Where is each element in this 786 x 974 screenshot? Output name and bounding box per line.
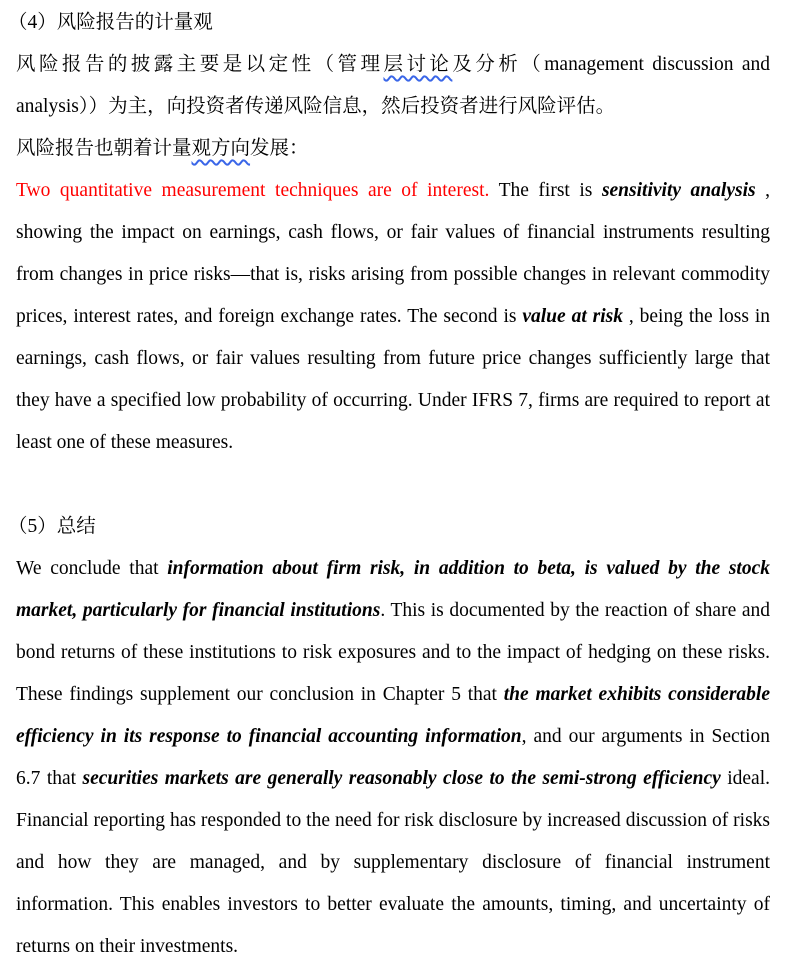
- paragraph-quantitative-techniques: [16, 170, 770, 464]
- paragraph-conclusion: [16, 548, 770, 968]
- bold-italic-emphasis: sensitivity analysis: [601, 180, 756, 201]
- bold-italic-emphasis: information about firm risk, in addition to beta, is valued by the stock market, particularly for financial institutions: [16, 558, 770, 621]
- text-run: . This is documented by the reaction of share and bond returns of these institutions to risk exposures and to the impact of hedging on these risks. These findings supplement our conclusion in Chapter 5 that: [16, 600, 770, 705]
- text-run: We conclude that: [16, 558, 168, 579]
- section-heading-4: （4）风险报告的计量观: [8, 12, 213, 33]
- bold-italic-emphasis: the market exhibits considerable efficiency in its response to financial accounting information: [16, 684, 770, 747]
- bold-italic-emphasis: securities markets are generally reasonably close to the semi-strong efficiency: [82, 768, 721, 789]
- paragraph-measurement-direction: [16, 128, 770, 170]
- text-run: , and our arguments in Section 6.7 that: [16, 726, 770, 789]
- paragraph-risk-disclosure: [16, 44, 770, 128]
- text-run: 及分析（management discussion and analysis））为主，向投资者传递风险信息，然后投资者进行风险评估。: [16, 54, 770, 117]
- text-run: ideal. Financial reporting has responded to the need for risk disclosure by increased discussion of risks and how they are managed, and by supplementary disclosure of financial instrument information. This enables investors to better evaluate the amounts, timing, and uncertainty of returns on their investments.: [16, 768, 770, 957]
- red-emphasis-text: Two quantitative measurement techniques are of interest.: [16, 180, 490, 201]
- section-heading-5: （5）总结: [8, 516, 96, 537]
- text-run: 风险报告的披露主要是以定性（管理: [16, 54, 384, 75]
- text-run: , showing the impact on earnings, cash flows, or fair values of financial instruments resulting from changes in price risks—that is, risks arising from possible changes in relevant commodity prices, interest rates, and foreign exchange rates. The second is: [16, 180, 770, 327]
- spellcheck-flagged-text: 层讨论: [383, 54, 453, 75]
- text-run: , being the loss in earnings, cash flows, or fair values resulting from future price changes sufficiently large that they have a specified low probability of occurring. Under IFRS 7, firms are required to report at least one of these measures.: [16, 306, 770, 453]
- text-run: 风险报告也朝着计量: [16, 138, 192, 159]
- text-run: 发展：: [250, 138, 309, 159]
- bold-italic-emphasis: value at risk: [522, 306, 623, 327]
- spellcheck-flagged-text: 观方向: [191, 138, 251, 159]
- text-run: The first is: [489, 180, 602, 201]
